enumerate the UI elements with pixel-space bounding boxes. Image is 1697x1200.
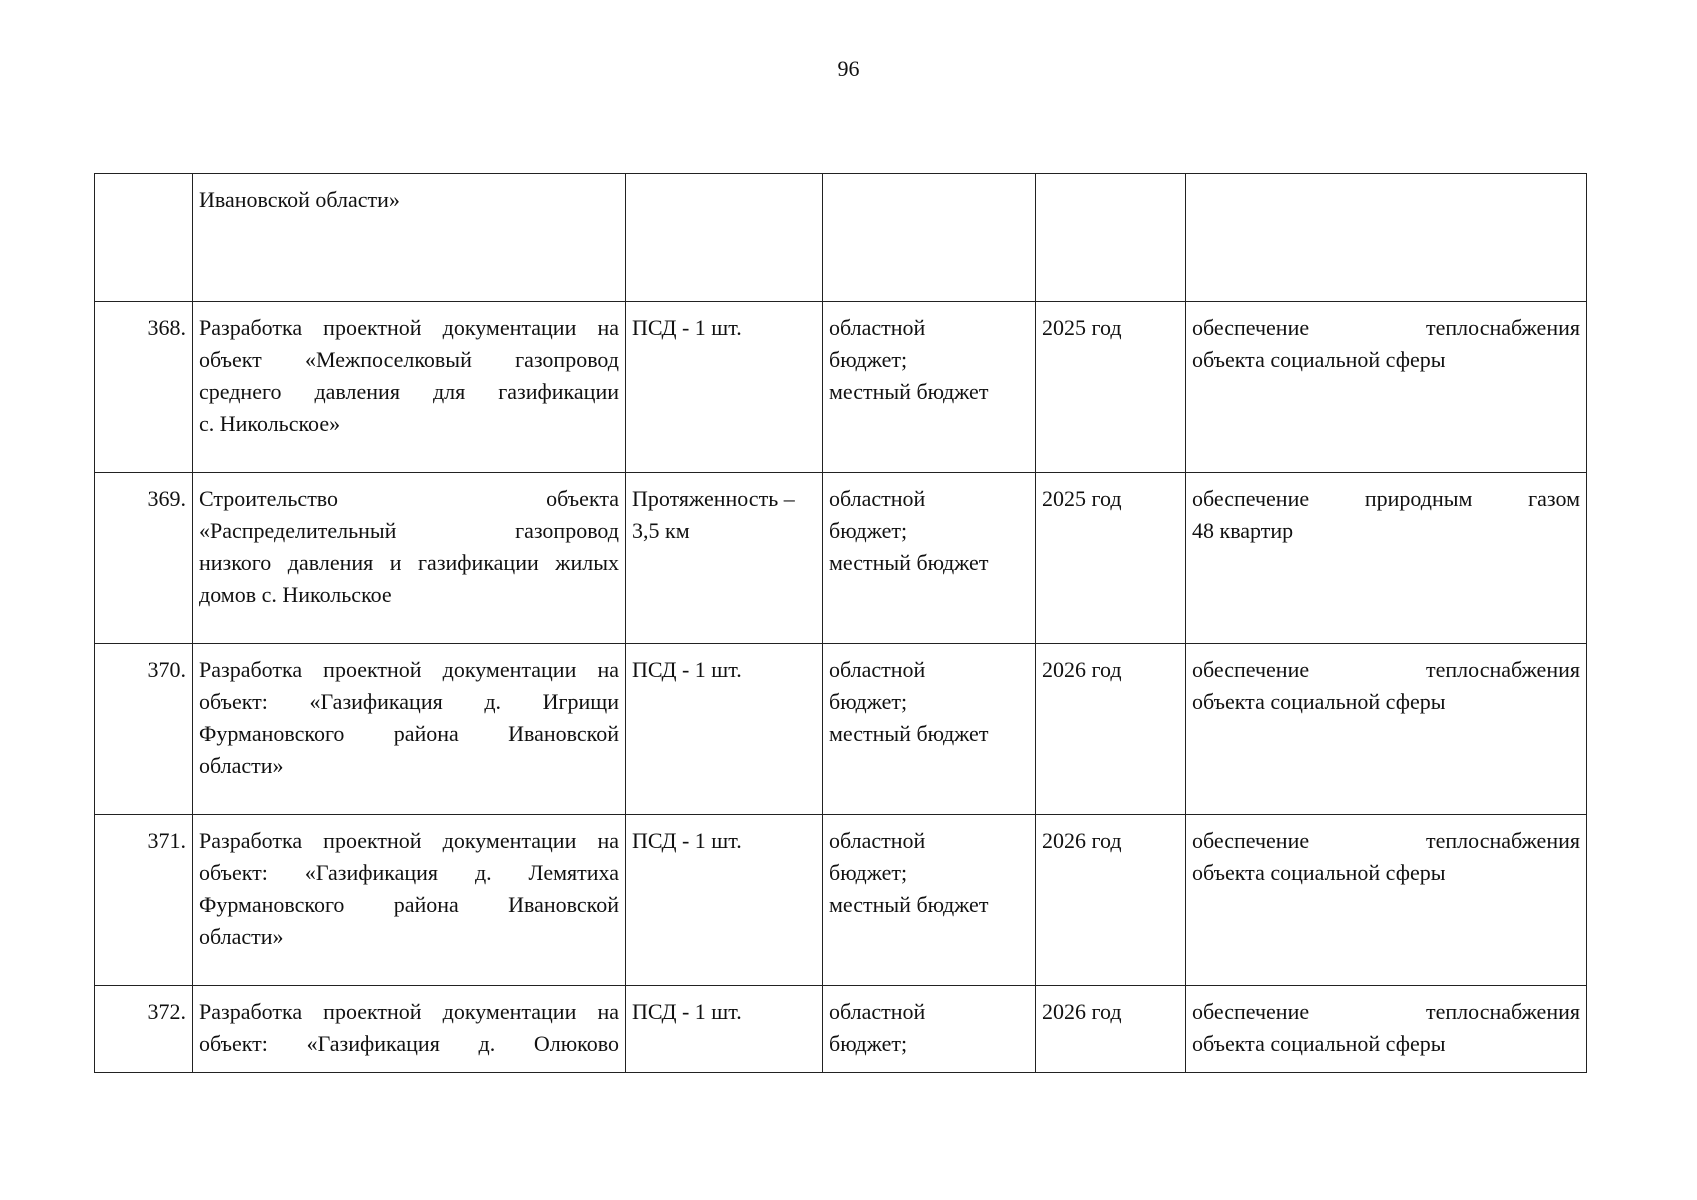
cell-source (823, 815, 1036, 986)
cell-result (1186, 986, 1587, 1073)
table-row (95, 986, 1587, 1073)
result-line: обеспечение теплоснабжения (1192, 828, 1580, 853)
source-line: бюджет; (829, 347, 908, 372)
cell-result (1186, 302, 1587, 473)
name-line: области» (199, 753, 284, 778)
cell-name (193, 302, 626, 473)
result-line: объекта социальной сферы (1192, 347, 1446, 372)
cell-name (193, 473, 626, 644)
name-line: Ивановской области» (199, 187, 400, 212)
cell-year: 2026 год (1036, 986, 1186, 1073)
name-line: домов с. Никольское (199, 582, 392, 607)
indicator-line: 3,5 км (632, 518, 690, 543)
table-row-continuation (95, 174, 1587, 302)
result-line: объекта социальной сферы (1192, 1031, 1446, 1056)
result-line: объекта социальной сферы (1192, 689, 1446, 714)
cell-indicator (626, 815, 823, 986)
cell-year: 2026 год (1036, 815, 1186, 986)
name-line: Разработка проектной документации на (199, 315, 619, 340)
cell-year: 2026 год (1036, 644, 1186, 815)
cell-indicator (626, 473, 823, 644)
cell-source (823, 644, 1036, 815)
cell-name (193, 986, 626, 1073)
name-line: Разработка проектной документации на (199, 828, 619, 853)
cell-name (193, 644, 626, 815)
name-line: среднего давления для газификации (199, 379, 619, 404)
name-line: Разработка проектной документации на (199, 657, 619, 682)
table-row (95, 644, 1587, 815)
result-line: обеспечение природным газом (1192, 486, 1580, 511)
source-line: местный бюджет (829, 892, 989, 917)
name-line: «Распределительный газопровод (199, 518, 619, 543)
source-line: местный бюджет (829, 721, 989, 746)
cell-year: 2025 год (1036, 473, 1186, 644)
indicator-line: ПСД - 1 шт. (632, 999, 742, 1024)
cell-name (193, 174, 626, 302)
name-line: объект «Межпоселковый газопровод (199, 347, 619, 372)
name-line: объект: «Газификация д. Игрищи (199, 689, 619, 714)
table-row (95, 815, 1587, 986)
source-line: областной (829, 315, 926, 340)
cell-year: 2025 год (1036, 302, 1186, 473)
row-number: 368. (95, 302, 193, 473)
row-number: 372. (95, 986, 193, 1073)
source-line: местный бюджет (829, 379, 989, 404)
name-line: низкого давления и газификации жилых (199, 550, 619, 575)
name-line: Фурмановского района Ивановской (199, 892, 619, 917)
table-row (95, 473, 1587, 644)
result-line: обеспечение теплоснабжения (1192, 999, 1580, 1024)
source-line: областной (829, 828, 926, 853)
row-number: 371. (95, 815, 193, 986)
source-line: областной (829, 486, 926, 511)
table-row (95, 302, 1587, 473)
result-line: обеспечение теплоснабжения (1192, 315, 1580, 340)
row-number: 370. (95, 644, 193, 815)
source-line: местный бюджет (829, 550, 989, 575)
cell-indicator (626, 644, 823, 815)
indicator-line: Протяженность – (632, 486, 795, 511)
cell-source (823, 473, 1036, 644)
result-line: обеспечение теплоснабжения (1192, 657, 1580, 682)
cell-source (823, 174, 1036, 302)
result-line: 48 квартир (1192, 518, 1294, 543)
source-line: бюджет; (829, 1031, 908, 1056)
cell-result (1186, 174, 1587, 302)
cell-name (193, 815, 626, 986)
cell-indicator (626, 986, 823, 1073)
source-line: бюджет; (829, 689, 908, 714)
cell-indicator (626, 302, 823, 473)
cell-indicator (626, 174, 823, 302)
cell-source (823, 302, 1036, 473)
cell-result (1186, 473, 1587, 644)
page-number: 96 (837, 56, 860, 81)
row-number: 369. (95, 473, 193, 644)
source-line: бюджет; (829, 860, 908, 885)
name-line: с. Никольское» (199, 411, 341, 436)
source-line: областной (829, 999, 926, 1024)
cell-source (823, 986, 1036, 1073)
indicator-line: ПСД - 1 шт. (632, 828, 742, 853)
cell-result (1186, 644, 1587, 815)
name-line: объект: «Газификация д. Лемятиха (199, 860, 619, 885)
source-line: бюджет; (829, 518, 908, 543)
indicator-line: ПСД - 1 шт. (632, 657, 742, 682)
cell-year (1036, 174, 1186, 302)
result-line: объекта социальной сферы (1192, 860, 1446, 885)
source-line: областной (829, 657, 926, 682)
name-line: Разработка проектной документации на (199, 999, 619, 1024)
indicator-line: ПСД - 1 шт. (632, 315, 742, 340)
name-line: объект: «Газификация д. Олюково (199, 1031, 619, 1056)
cell-result (1186, 815, 1587, 986)
measures-table (94, 173, 1587, 1073)
cell-number (95, 174, 193, 302)
name-line: области» (199, 924, 284, 949)
name-line: Фурмановского района Ивановской (199, 721, 619, 746)
name-line: Строительство объекта (199, 486, 619, 511)
